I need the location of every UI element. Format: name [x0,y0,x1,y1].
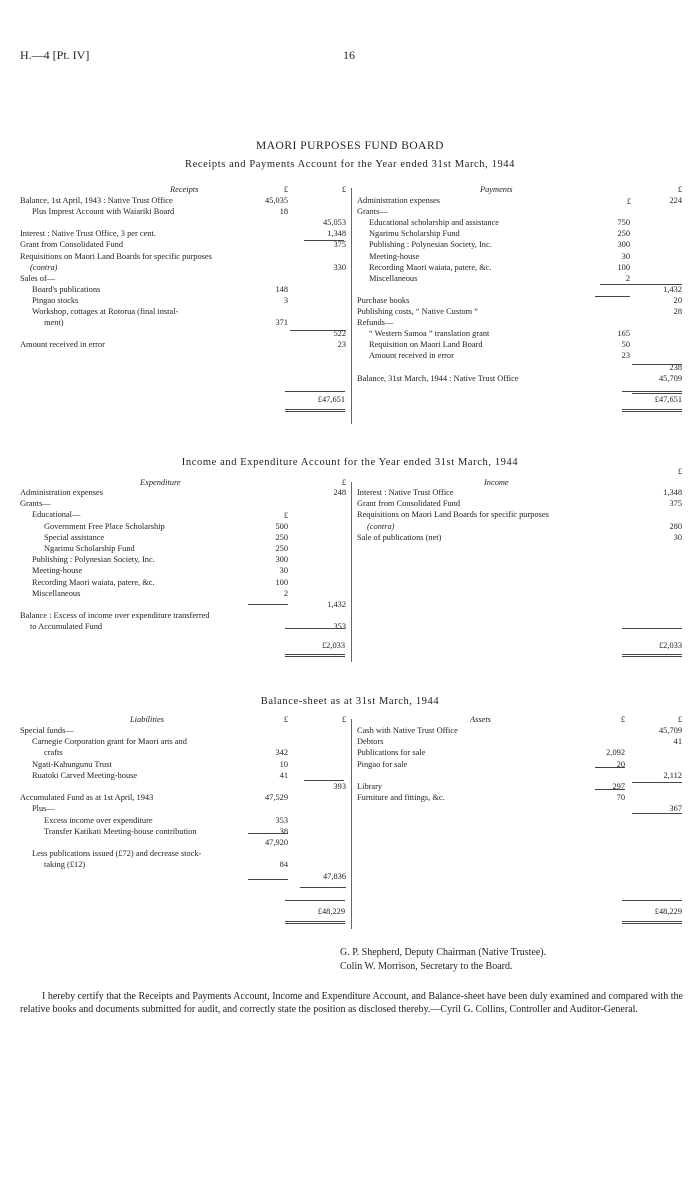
expenditure-row-label: Educational— [32,510,81,520]
payments-row-label: Refunds— [357,318,394,328]
subtotal-rule [595,767,625,768]
assets-row-amount: 70 [616,793,625,803]
expenditure-row-label: Special assistance [44,532,105,542]
expenditure-row-amount: 300 [275,555,288,565]
assets-total: £48,229 [654,907,682,916]
assets-row-label: Pingao for sale [357,759,408,769]
payments-currency-1: £ [626,197,631,206]
payments-row-amount: 238 [669,362,682,372]
expenditure-row-label: Ngarimu Scholarship Fund [44,544,135,553]
payments-row-amount: 224 [669,196,682,205]
receipts-column-heading: Receipts [170,185,199,194]
assets-row-label: Furniture and fittings, &c. [357,793,445,803]
receipts-row-label: Workshop, cottages at Rotorua (final instal- [32,307,179,316]
liabilities-row-amount: 47,529 [264,793,288,803]
subtotal-rule [248,604,288,605]
liabilities-row-amount: 393 [333,782,346,791]
payments-row-amount: 300 [617,240,630,250]
receipts-row-label: Plus Imprest Account with Waiariki Board [32,207,175,217]
subtotal-rule [248,879,288,880]
page-number: 16 [343,48,355,62]
payments-currency-2: £ [677,185,682,194]
receipts-row-label: Board's publications [32,284,101,294]
receipts-currency-2: £ [341,185,346,194]
rule [285,921,345,922]
payments-row-amount: 45,709 [658,373,682,383]
liabilities-row-amount: 47,920 [264,838,288,847]
rule [285,391,345,392]
assets-row-amount: 367 [669,804,682,814]
payments-row-amount: 100 [617,262,630,272]
signature-deputy-chairman: G. P. Shepherd, Deputy Chairman (Native Trustee). [340,947,547,958]
payments-row-amount: 165 [617,329,630,339]
income-row-amount: 375 [669,499,682,509]
subtotal-rule [595,296,630,297]
assets-row-amount: 2,112 [663,770,682,780]
payments-row-amount: 1,432 [663,284,682,294]
income-row-label: (contra) [367,521,395,531]
receipts-row-amount: 375 [333,240,346,250]
assets-row-amount: 2,092 [606,748,625,758]
income-total: £2,033 [658,641,682,650]
subtotal-rule [248,833,288,834]
assets-row-amount: 41 [673,737,682,747]
receipts-total: £47,651 [317,395,345,404]
receipts-row-label: Sales of— [20,273,56,283]
receipts-row-amount: 1,348 [327,229,346,239]
expenditure-row-label: Recording Maori waiata, patere, &c. [32,577,155,587]
rule [285,628,345,629]
expenditure-row-amount: 1,432 [327,600,346,609]
rule [622,900,682,901]
expenditure-row-label: Administration expenses [20,488,104,497]
rule [622,409,682,410]
liabilities-row-label: Accumulated Fund as at 1st April, 1943 [20,793,154,803]
receipts-row-label: (contra) [30,262,58,272]
assets-currency-1: £ [620,715,625,724]
expenditure-row-label: Balance : Excess of income over expenditure transferred [20,611,210,621]
payments-row-label: Publishing costs, “ Native Custom ” [357,307,478,316]
income-row-label: Requisitions on Maori Land Boards for specific purposes [357,510,549,520]
payments-row-label: Publishing : Polynesian Society, Inc. [369,240,492,250]
income-row-label: Interest : Native Trust Office [357,488,454,497]
receipts-row-label: Pingao stocks [32,295,79,305]
payments-row-amount: 750 [617,218,630,228]
income-row-label: Sale of publications (net) [357,532,442,542]
payments-row-label: Recording Maori waiata, patere, &c. [369,262,492,272]
rule [285,411,345,412]
expenditure-row-label: to Accumulated Fund [30,622,103,632]
signature-secretary: Colin W. Morrison, Secretary to the Board. [340,961,513,972]
liabilities-row-label: Ruatoki Carved Meeting-house [32,770,138,780]
income-expenditure-heading: Income and Expenditure Account for the Year ended 31st March, 1944 [181,457,519,468]
report-reference: H.—4 [Pt. IV] [20,48,90,62]
receipts-row-amount: 148 [275,284,288,294]
receipts-row-label: ment) [44,318,64,328]
liabilities-row-label: taking (£12) [44,860,86,870]
payments-row-label: Balance, 31st March, 1944 : Native Trust Office [357,373,519,383]
assets-row-amount: 20 [616,759,625,769]
income-row-amount: 1,348 [663,488,682,497]
receipts-row-amount: 522 [333,329,346,339]
receipts-row-label: Requisitions on Maori Land Boards for specific purposes [20,251,212,261]
income-column-heading: Income [484,478,509,487]
assets-currency-2: £ [677,715,682,724]
receipts-row-amount: 45,053 [322,218,346,228]
payments-row-label: Administration expenses [357,196,441,205]
rule [622,923,682,924]
rule [285,900,345,901]
balance-sheet-heading: Balance-sheet as at 31st March, 1944 [260,696,440,707]
income-row-amount: 280 [669,521,682,531]
expenditure-row-label: Miscellaneous [32,588,81,598]
liabilities-row-amount: 10 [279,759,288,769]
payments-row-label: Requisition on Maori Land Board [369,340,483,350]
payments-column-heading: Payments [480,185,513,194]
payments-row-amount: 30 [621,251,630,261]
expenditure-column-heading: Expenditure [140,478,181,487]
liabilities-total: £48,229 [317,907,345,916]
assets-row-label: Cash with Native Trust Office [357,726,458,735]
assets-column-heading: Assets [470,715,491,724]
subtotal-rule [632,813,682,814]
liabilities-row-amount: 84 [279,860,288,870]
rule [285,409,345,410]
assets-row-amount: 297 [612,782,625,791]
liabilities-row-amount: 353 [275,815,288,825]
assets-row-label: Debtors [357,737,384,747]
subtotal-rule [632,364,682,365]
receipts-row-amount: 23 [337,340,346,350]
payments-row-amount: 20 [673,295,682,305]
expenditure-row-amount: 248 [333,488,346,497]
expenditure-row-amount: 2 [283,588,288,598]
expenditure-currency: £ [341,478,346,487]
expenditure-row-amount: 30 [279,566,288,576]
liabilities-row-label: Less publications issued (£72) and decrease stock- [32,849,202,859]
liabilities-row-amount: 41 [279,770,288,780]
liabilities-column-heading: Liabilities [130,715,164,724]
subtotal-rule [595,789,625,790]
subtotal-rule [304,240,344,241]
rule [622,628,682,629]
page-title: MAORI PURPOSES FUND BOARD [256,140,444,152]
assets-row-amount: 45,709 [658,726,682,735]
payments-row-amount: 28 [673,307,682,316]
payments-row-label: Educational scholarship and assistance [369,218,500,228]
payments-row-label: Meeting-house [369,251,420,261]
receipts-row-amount: 371 [275,318,288,328]
expenditure-row-label: Meeting-house [32,566,83,576]
rule [285,923,345,924]
payments-row-label: “ Western Samoa ” translation grant [369,329,490,339]
receipts-row-amount: 45,035 [264,196,288,205]
income-currency: £ [677,467,682,476]
rule [622,921,682,922]
liabilities-row-label: Plus— [32,804,55,814]
payments-row-label: Purchase books [357,295,410,305]
income-row-label: Grant from Consolidated Fund [357,499,461,509]
subtotal-rule [632,393,682,394]
liabilities-row-amount: 38 [279,826,288,836]
column-divider [351,482,352,662]
rule [622,656,682,657]
subtotal-rule [304,780,344,781]
subtotal-rule [632,782,682,783]
liabilities-currency-2: £ [341,715,346,724]
column-divider [351,188,352,424]
payments-row-label: Miscellaneous [369,273,418,283]
column-divider [351,719,352,929]
payments-row-label: Ngarimu Scholarship Fund [369,229,460,239]
liabilities-row-label: Transfer Katikati Meeting-house contribution [44,826,197,836]
liabilities-row-label: Excess income over expenditure [44,815,153,825]
rule [285,654,345,655]
liabilities-row-label: crafts [44,748,63,758]
expenditure-row-amount: 250 [275,544,288,553]
audit-certificate: I hereby certify that the Receipts and Payments Account, Income and Expenditure Account, and Balance-sheet have been duly examined and compared with the relative books and documents submitted for audit, and correctly state the position as disclosed thereby.—Cyril G. Collins, Controller and Auditor-General. [20,991,683,1015]
payments-row-amount: 250 [617,229,630,239]
payments-total: £47,651 [654,395,682,404]
expenditure-row-label: Grants— [20,499,51,509]
expenditure-row-label: Publishing : Polynesian Society, Inc. [32,555,155,565]
receipts-row-amount: 18 [279,207,288,217]
payments-row-amount: 2 [625,273,630,283]
subtotal-rule [300,887,346,888]
receipts-currency-1: £ [283,185,288,194]
expenditure-row-label: Government Free Place Scholarship [44,521,165,531]
liabilities-row-label: Ngati-Kahungunu Trust [32,759,112,769]
expenditure-row-amount: 500 [275,521,288,531]
receipts-row-amount: 330 [333,262,346,272]
expenditure-row-amount: 100 [275,577,288,587]
liabilities-row-amount: 47,836 [322,871,346,881]
subtotal-rule [290,330,346,331]
payments-row-label: Grants— [357,207,388,217]
assets-row-label: Library [357,782,383,791]
rule [622,654,682,655]
assets-row-label: Publications for sale [357,748,426,758]
rule [622,411,682,412]
receipts-row-label: Amount received in error [20,340,105,350]
liabilities-row-amount: 342 [275,748,288,758]
payments-row-amount: 50 [621,340,630,350]
receipts-payments-heading: Receipts and Payments Account for the Year ended 31st March, 1944 [184,159,516,170]
rule [285,656,345,657]
receipts-row-amount: 3 [283,295,288,305]
expenditure-row-amount: 250 [275,532,288,542]
payments-row-label: Amount received in error [369,351,454,361]
payments-row-amount: 23 [621,351,630,361]
income-row-amount: 30 [673,532,682,542]
subtotal-rule [600,284,682,285]
rule [622,391,682,392]
expenditure-total: £2,033 [321,641,345,650]
liabilities-row-label: Special funds— [20,726,74,735]
receipts-row-label: Grant from Consolidated Fund [20,240,124,250]
liabilities-row-label: Carnegie Corporation grant for Maori arts and [32,737,187,747]
receipts-row-label: Interest : Native Trust Office, 3 per cent. [20,229,156,239]
expenditure-currency-inner: £ [283,511,288,520]
liabilities-currency-1: £ [283,715,288,724]
receipts-row-label: Balance, 1st April, 1943 : Native Trust Office [20,196,173,205]
expenditure-row-amount: 353 [333,622,346,632]
